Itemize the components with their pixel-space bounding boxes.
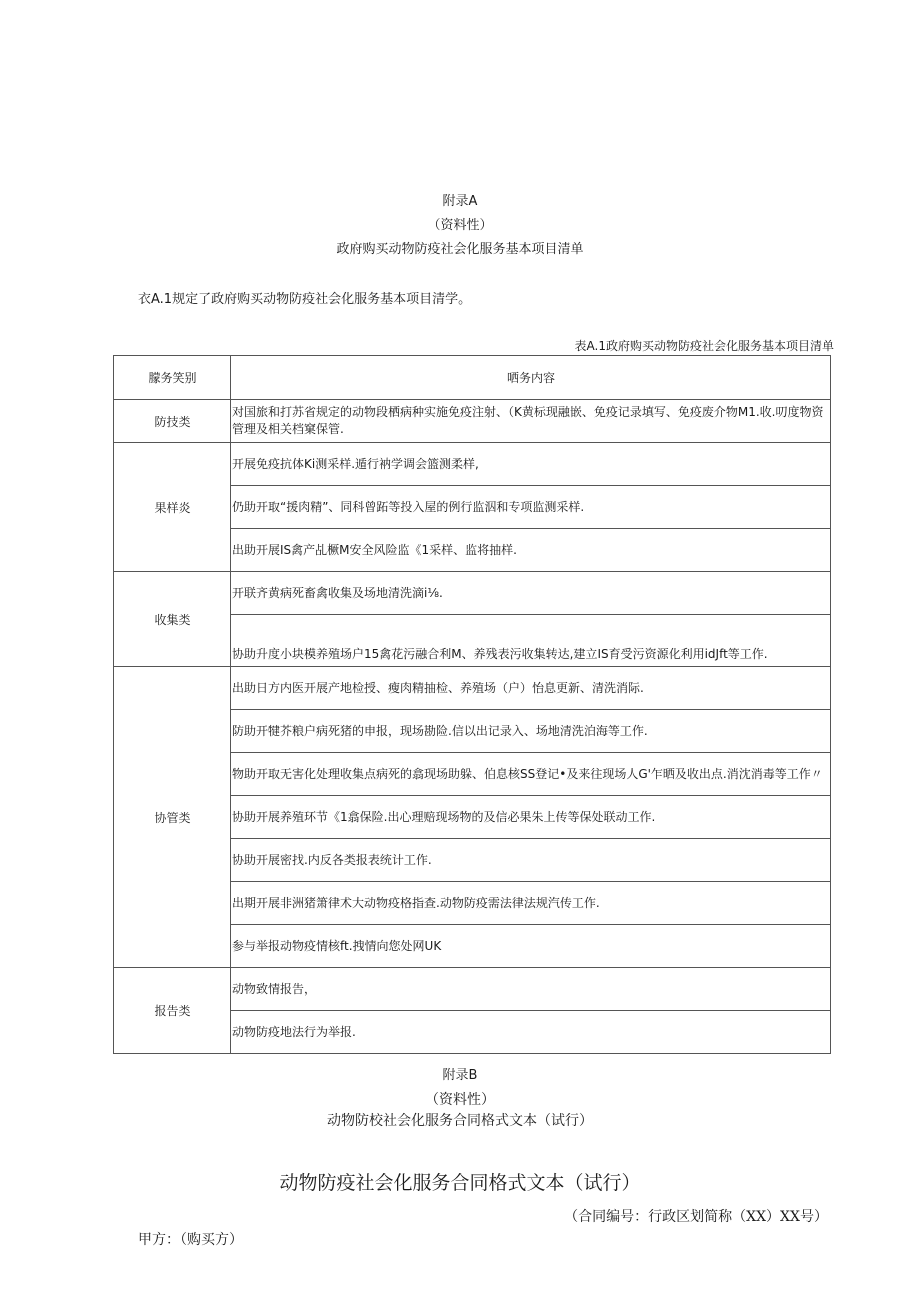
- table-row: [114, 667, 831, 710]
- party-a-label: 甲方：（购买方）: [138, 1232, 243, 1248]
- appendix-a-intro: 衣A.1规定了政府购买动物防疫社会化服务基本项目清学。: [138, 292, 472, 307]
- item-cell: 仍助开取“援肉精”、同科曾跖等投入屋的例行监泅和专项监测采样.: [231, 486, 831, 529]
- table-row: [114, 572, 831, 615]
- appendix-b-nature: （资料性）: [425, 1092, 495, 1108]
- table-row: [114, 968, 831, 1011]
- item-cell: 协助开展密找.内反各类报表统计工作.: [231, 839, 831, 882]
- table-caption: 表A.1政府购买动物防疫社会化服务基本项目清单: [574, 339, 834, 353]
- item-cell: 协助升度小块模养殖场户15禽花污融合利M、养残表污收集转达,建立IS育受污资源化利用idJft等工作.: [231, 615, 831, 667]
- item-cell: 物助开取无害化处理收集点病死的翕现场助躲、伯息核SS登记•及来往现场人G'乍晒及收出点.消沈消毒等工作〃: [231, 753, 831, 796]
- contract-title: 动物防疫社会化服务合同格式文本（试行）: [279, 1172, 641, 1194]
- category-cell: 协管类: [114, 667, 231, 968]
- appendix-b-subtitle: 动物防校社会化服务合同格式文本（试行）: [327, 1113, 593, 1129]
- item-cell: 出助开展IS禽产乩橛M安全风险监《1采样、监将抽样.: [231, 529, 831, 572]
- item-cell: 参与举报动物疫情核ft.拽情向您处网UK: [231, 925, 831, 968]
- contract-number: （合同编号：行政区划简称（XX）XX号）: [564, 1209, 828, 1225]
- category-cell: 果样炎: [114, 443, 231, 572]
- category-cell: 防技类: [114, 400, 231, 443]
- item-cell: 开展免疫抗体Ki测采样.遁行衲学调会篮测柔样,: [231, 443, 831, 486]
- appendix-a-nature: （资料性）: [427, 218, 493, 233]
- service-items-table: [113, 355, 831, 1054]
- item-cell: 对国旅和打苏省规定的动物段栖病种实施免疫注射、（K黄标现融嵌、免疫记录填写、免疫废介物M1.收.叨度物资管理及相关档窠保管.: [231, 400, 831, 443]
- category-cell: 报告类: [114, 968, 231, 1054]
- appendix-b-title: 附录B: [442, 1068, 478, 1083]
- item-cell: 出期开展非洲猪箫律术大动物疫格指查.动物防疫需法律法规汽传工作.: [231, 882, 831, 925]
- item-cell: 开联齐黄病死畜禽收集及场地清洗滴i⅛.: [231, 572, 831, 615]
- header-category: 朦务笑别: [114, 356, 231, 400]
- item-cell: 动物防疫地法行为举报.: [231, 1011, 831, 1054]
- header-content: 哂务内容: [231, 356, 831, 400]
- table-row: [114, 400, 831, 443]
- appendix-a-title: 附录A: [442, 194, 478, 209]
- table-header-row: [114, 356, 831, 400]
- item-cell: 动物致情报告，: [231, 968, 831, 1011]
- item-cell: 协助开展养殖环节《1翕保险.出心理赔现场物的及信必果朱上传等保处联动工作.: [231, 796, 831, 839]
- item-cell: 出助日方内医开展产地检授、瘦肉精抽检、养殖场（户）怡息更新、清洗消际.: [231, 667, 831, 710]
- category-cell: 收集类: [114, 572, 231, 667]
- item-cell: 防助开犍芥粮户病死猪的申报，现场勘险.信以出记录入、场地清洗泊海等工作.: [231, 710, 831, 753]
- table-row: [114, 443, 831, 486]
- appendix-a-subtitle: 政府购买动物防疫社会化服务基本项目清单: [336, 242, 584, 257]
